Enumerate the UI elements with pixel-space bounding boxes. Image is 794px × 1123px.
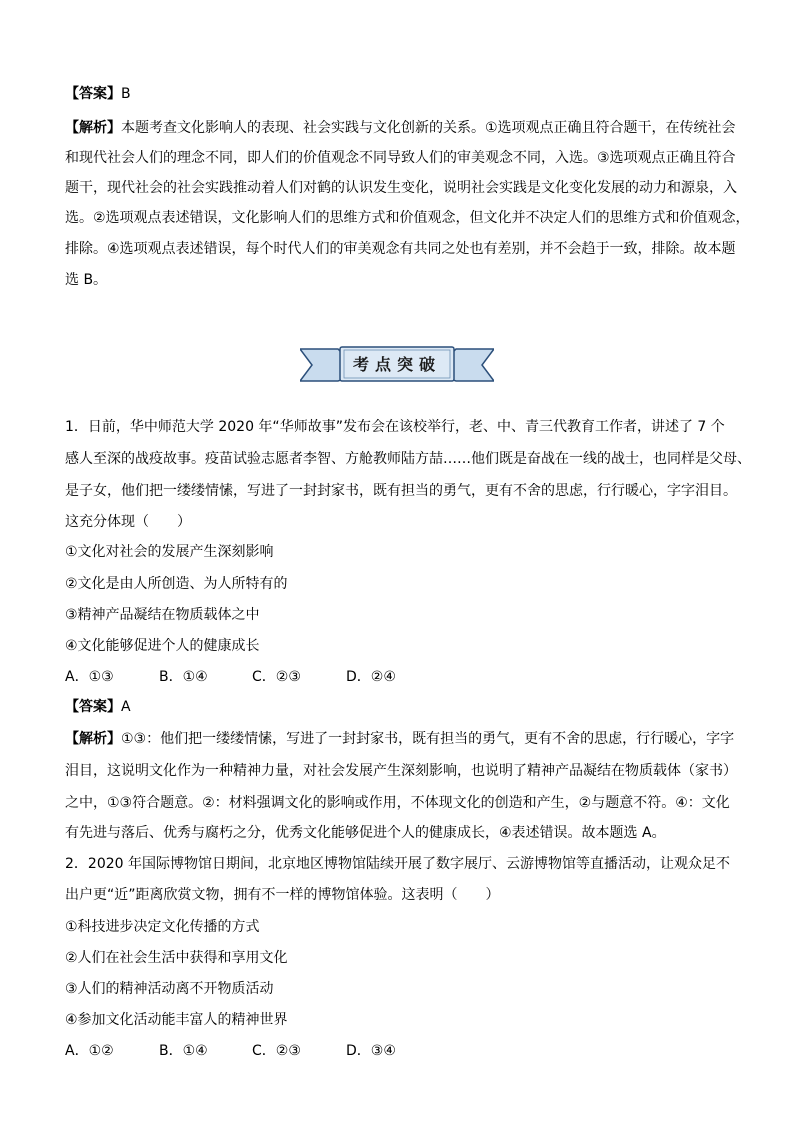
q1-stem-line: 1．日前，华中师范大学 2020 年“华师故事”发布会在该校举行，老、中、青三代教育工作者，讲述了 7 个 xyxy=(65,419,725,435)
q1-stem-line: 这充分体现（ ） xyxy=(65,514,191,530)
prev-analysis-line xyxy=(65,119,745,137)
q2-option-c: C．②③ xyxy=(252,1043,301,1059)
q2-option-d: D．③④ xyxy=(346,1043,396,1059)
prev-analysis-line: 题干，现代社会的社会实践推动着人们对鹤的认识发生变化，说明社会实践是文化变化发展的动力和源泉，入 xyxy=(65,180,737,196)
prev-answer-line xyxy=(65,85,745,103)
analysis-tag: 【解析】 xyxy=(65,731,121,747)
prev-analysis-line: 排除。④选项观点表述错误，每个时代人们的审美观念有共同之处也有差别，并不会趋于一致，排除。故本题 xyxy=(65,241,736,257)
answer-tag: 【答案】 xyxy=(65,86,121,102)
prev-analysis-line: 选。②选项观点表述错误，文化影响人们的思维方式和价值观念，但文化并不决定人们的思维方式和价值观念， xyxy=(65,210,750,226)
q2-option-b: B．①④ xyxy=(159,1043,208,1059)
q1-item: ④文化能够促进个人的健康成长 xyxy=(65,638,260,654)
analysis-text: ①③：他们把一缕缕情愫，写进了一封封家书，既有担当的勇气，更有不舍的思虑，行行暖心，字字 xyxy=(121,731,735,747)
section-banner xyxy=(300,345,494,385)
answer-tag: 【答案】 xyxy=(65,699,121,715)
banner-title: 考点突破 xyxy=(352,355,441,374)
q2-option-a: A．①② xyxy=(65,1043,114,1059)
q1-answer-line xyxy=(65,698,745,716)
q1-analysis-line: 有先进与落后、优秀与腐朽之分，优秀文化能够促进个人的健康成长，④表述错误。故本题选 A。 xyxy=(65,825,666,841)
q1-item: ③精神产品凝结在物质载体之中 xyxy=(65,607,260,623)
q1-option-d: D．②④ xyxy=(346,669,396,685)
prev-analysis-line: 选 B。 xyxy=(65,272,108,288)
prev-analysis-line: 和现代社会人们的理念不同，即人们的价值观念不同导致人们的审美观念不同，入选。③选项观点正确且符合 xyxy=(65,150,736,166)
q1-option-a: A．①③ xyxy=(65,669,114,685)
q1-option-c: C．②③ xyxy=(252,669,301,685)
q2-item: ②人们在社会生活中获得和享用文化 xyxy=(65,950,288,966)
q1-analysis-line xyxy=(65,730,745,748)
q2-stem-line: 2．2020 年国际博物馆日期间，北京地区博物馆陆续开展了数字展厅、云游博物馆等直播活动，让观众足不 xyxy=(65,856,730,872)
analysis-tag: 【解析】 xyxy=(65,120,121,136)
q1-option-b: B．①④ xyxy=(159,669,208,685)
q1-stem-line: 是子女，他们把一缕缕情愫，写进了一封封家书，既有担当的勇气，更有不舍的思虑，行行暖心，字字泪目。 xyxy=(65,483,737,499)
answer-value: B xyxy=(121,86,131,102)
analysis-text: 本题考查文化影响人的表现、社会实践与文化创新的关系。①选项观点正确且符合题干，在传统社会 xyxy=(121,120,736,136)
q2-item: ③人们的精神活动离不开物质活动 xyxy=(65,981,274,997)
q1-analysis-line: 之中，①③符合题意。②：材料强调文化的影响或作用，不体现文化的创造和产生，②与题意不符。④：文化 xyxy=(65,795,730,811)
q1-item: ①文化对社会的发展产生深刻影响 xyxy=(65,544,274,560)
q1-item: ②文化是由人所创造、为人所特有的 xyxy=(65,576,288,592)
q2-stem-line: 出户更“近”距离欣赏文物，拥有不一样的博物馆体验。这表明（ ） xyxy=(65,887,500,903)
q2-item: ①科技进步决定文化传播的方式 xyxy=(65,919,260,935)
q2-item: ④参加文化活动能丰富人的精神世界 xyxy=(65,1012,288,1028)
answer-value: A xyxy=(121,699,131,715)
q1-analysis-line: 泪目，这说明文化作为一种精神力量，对社会发展产生深刻影响，也说明了精神产品凝结在物质载体（家书） xyxy=(65,763,737,779)
q1-stem-line: 感人至深的战疫故事。疫苗试验志愿者李智、方舱教师陆方喆……他们既是奋战在一线的战士，也同样是父母、 xyxy=(65,451,751,467)
